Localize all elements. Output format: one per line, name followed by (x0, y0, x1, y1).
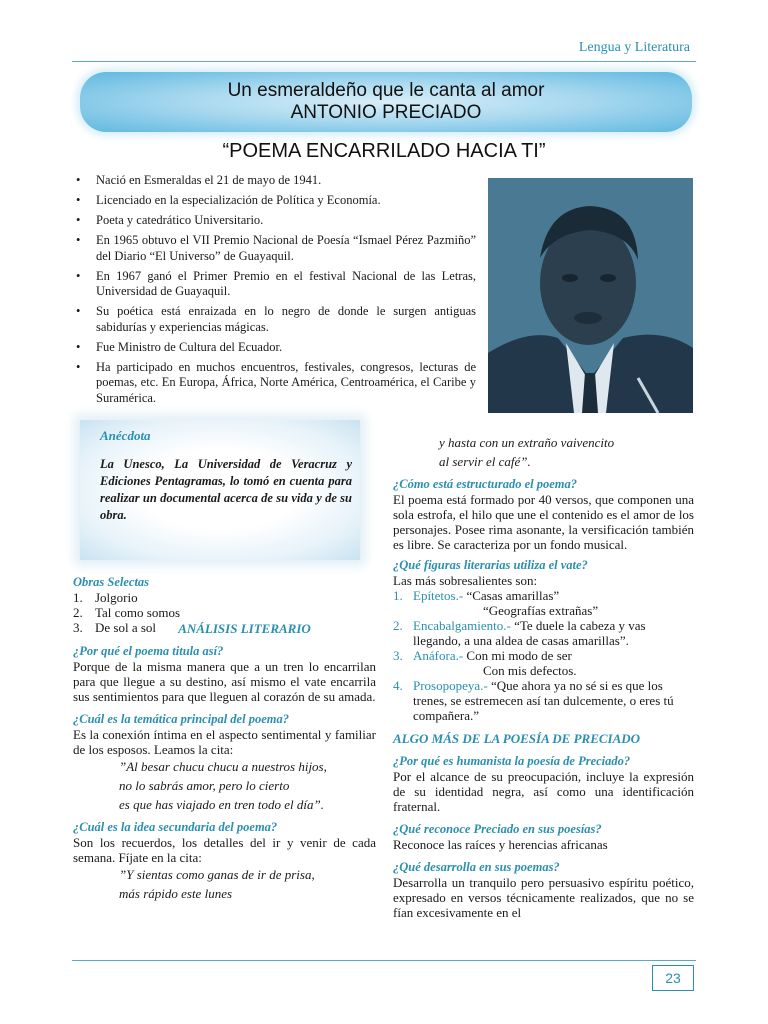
question-humanist: ¿Por qué es humanista la poesía de Preciado? (393, 754, 631, 768)
poem-quote: ”Y sientas como ganas de ir de prisa, más rápido este lunes (119, 867, 315, 901)
answer-text: Son los recuerdos, los detalles del ir y venir de cada semana. Fíjate en la cita: (73, 835, 376, 865)
question-recognizes: ¿Qué reconoce Preciado en sus poesías? (393, 822, 602, 836)
anecdote-title: Anécdota (100, 428, 151, 443)
poem-title: “POEMA ENCARRILADO HACIA TI” (222, 140, 546, 162)
right-column (393, 433, 694, 920)
figure-item: 2. Encabalgamiento.- “Te duele la cabeza y vas llegando, a una aldea de casas amarillas”. (393, 618, 646, 648)
poem-quote: y hasta con un extraño vaivencito al servir el café”. (439, 435, 615, 469)
section-heading: ALGO MÁS DE LA POESÍA DE PRECIADO (393, 731, 641, 746)
figure-item: 1. Epítetos.- “Casas amarillas” “Geografías extrañas” (393, 588, 599, 618)
question-secondary: ¿Cuál es la idea secundaria del poema? (73, 820, 278, 834)
answer-text: Desarrolla un tranquilo pero persuasivo espíritu poético, expresado en versos técnicamente realizados, que no se fían excesivamente en el (393, 875, 694, 920)
header-divider (72, 61, 696, 62)
answer-text: Es la conexión íntima en el aspecto sentimental y familiar de los esposos. Leamos la cita: (73, 727, 376, 757)
bio-item: • Ha participado en muchos encuentros, festivales, congresos, lecturas de poemas, etc. En Europa, África, Norte América, Centroamérica, el Caribe y Suramérica. (76, 359, 476, 405)
work-item: 3. De sol a sol (73, 620, 157, 635)
bio-item: • Su poética está enraizada en lo negro de donde le surgen antiguas sabidurías y experiencias mágicas. (76, 304, 476, 334)
answer-text: Reconoce las raíces y herencias africanas (393, 837, 608, 852)
analysis-heading: ANÁLISIS LITERARIO (178, 621, 311, 636)
answer-text: El poema está formado por 40 versos, que componen una sola estrofa, el hilo que une el contenido es el amor de los personajes. Posee rima asonante, la versificación también es libre. Se caracteriza por un fondo musical. (393, 492, 694, 552)
bio-list (76, 173, 476, 411)
title-line-2: ANTONIO PRECIADO (290, 102, 482, 123)
work-item: 1. Jolgorio (73, 590, 138, 605)
anecdote-body: La Unesco, La Universidad de Veracruz y Ediciones Pentagramas, lo tomó en cuenta para realizar un documental acerca de su vida y de su obra. (100, 457, 352, 522)
question-structure: ¿Cómo está estructurado el poema? (393, 477, 578, 491)
author-photo (488, 178, 693, 413)
answer-text: Por el alcance de su preocupación, incluye la expresión de su identidad negra, así como una identificación fraternal. (393, 769, 694, 814)
figures-list (393, 588, 694, 723)
poem-quote: ”Al besar chucu chucu a nuestros hijos, no lo sabrás amor, pero lo cierto es que has viajado en tren todo el día”. (119, 759, 327, 812)
question-develops: ¿Qué desarrolla en sus poemas? (393, 860, 560, 874)
section-header: Lengua y Literatura (578, 40, 690, 55)
bio-item: • Poeta y catedrático Universitario. (76, 213, 264, 227)
footer-divider (72, 960, 696, 961)
left-column (73, 575, 376, 903)
figure-item: 4. Prosopopeya.- “Que ahora ya no sé si es que los trenes, se estremecen así tan dulcemente, o eres tú compañera.” (393, 678, 674, 723)
figure-item: 3. Anáfora.- Con mi modo de ser Con mis defectos. (393, 648, 577, 678)
bio-item: • Licenciado en la especialización de Política y Economía. (76, 193, 381, 207)
work-item: 2. Tal como somos (73, 605, 181, 620)
title-line-1: Un esmeraldeño que le canta al amor (227, 80, 545, 101)
bio-item: • Nació en Esmeraldas el 21 de mayo de 1941. (76, 173, 322, 187)
page-number: 23 (652, 965, 694, 991)
question-figures: ¿Qué figuras literarias utiliza el vate? (393, 558, 588, 572)
bio-item: • Fue Ministro de Cultura del Ecuador. (76, 339, 283, 354)
title-banner (80, 72, 692, 132)
works-title: Obras Selectas (73, 575, 150, 589)
anecdote-box (80, 420, 360, 560)
answer-text: Las más sobresalientes son: (393, 573, 538, 588)
bio-item: • En 1965 obtuvo el VII Premio Nacional de Poesía “Ismael Pérez Pazmiño” del Diario “El Universo” de Guayaquil. (76, 233, 476, 263)
question-theme: ¿Cuál es la temática principal del poema? (73, 712, 289, 726)
question-title: ¿Por qué el poema titula así? (73, 644, 224, 658)
answer-text: Porque de la misma manera que a un tren lo encarrilan para que llegue a su destino, así mismo el vate encarrila sus sentimientos para que lleguen al corazón de su amada. (73, 659, 376, 704)
bio-item: • En 1967 ganó el Primer Premio en el festival Nacional de las Letras, Universidad de Guayaquil. (76, 268, 476, 298)
